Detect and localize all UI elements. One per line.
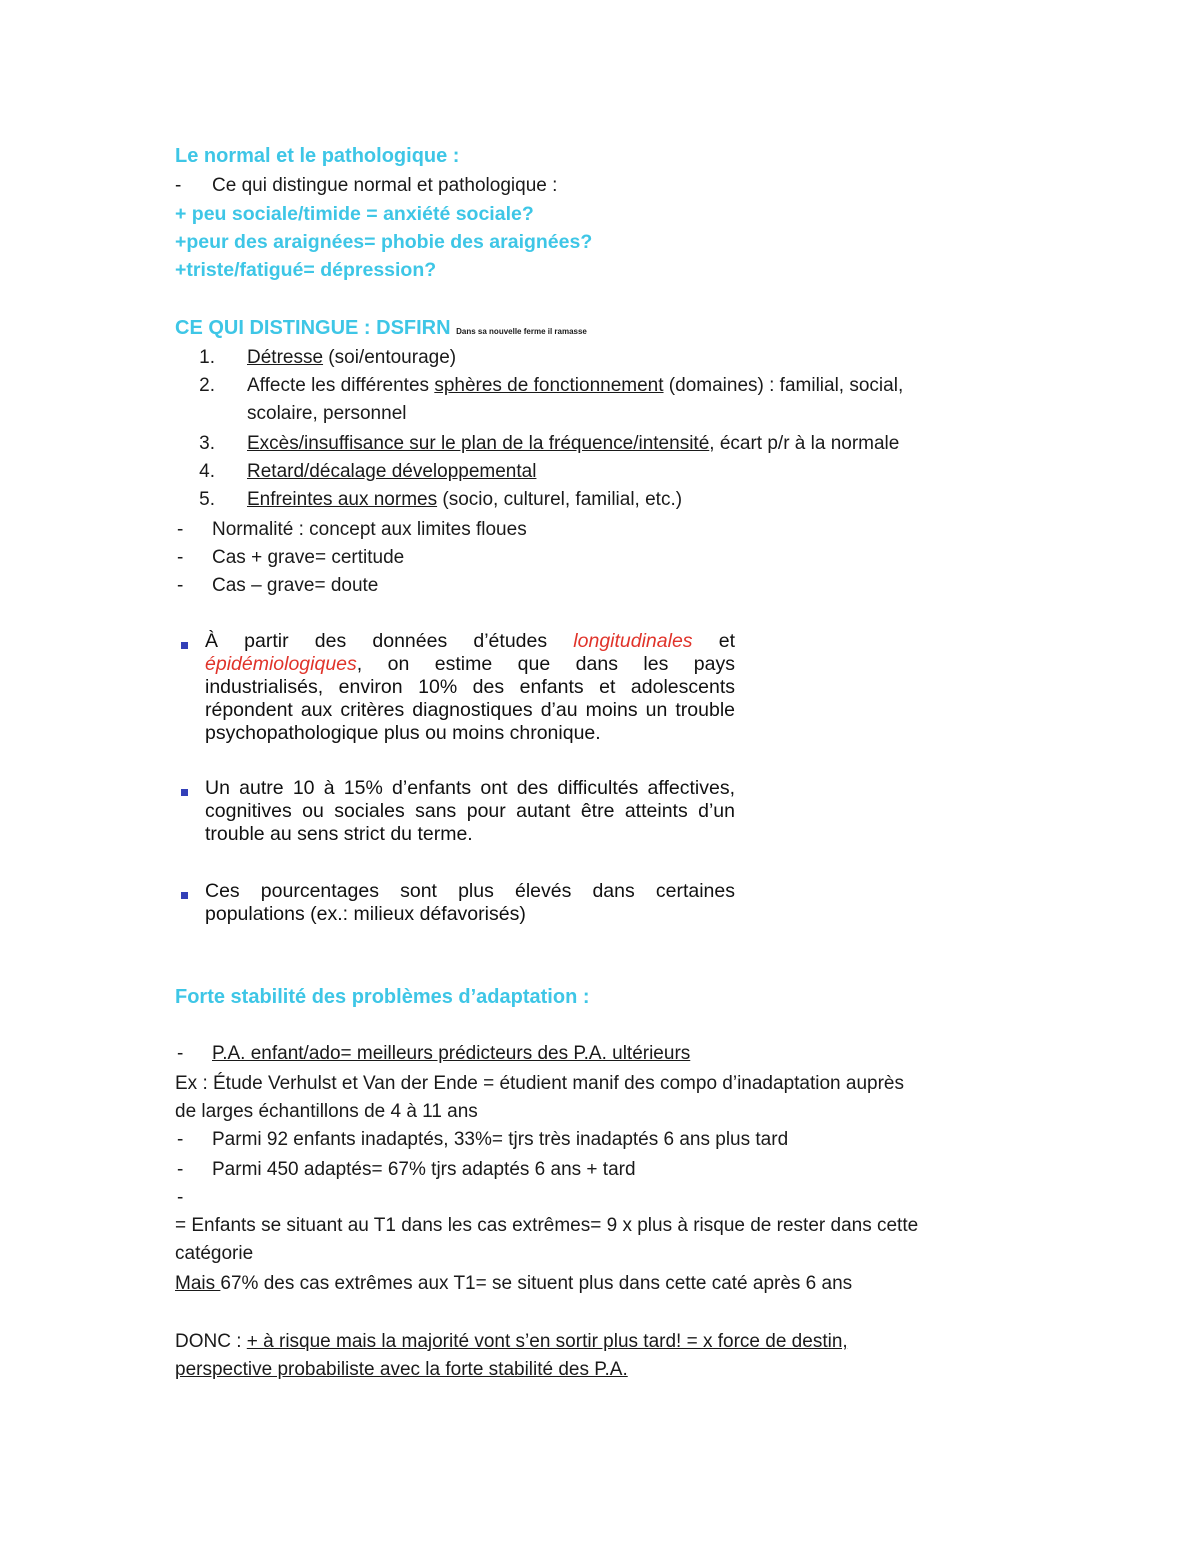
slide-paragraph-2: Un autre 10 à 15% d’enfants ont des difficultés affectives, cognitives ou sociales sans pour autant être atteints d’un trouble au sens strict du terme. [205,777,735,845]
donc-text: + à risque mais la majorité vont s’en sortir plus tard! = x force de destin, [246,1331,848,1352]
donc-line-2: perspective probabiliste avec la forte stabilité des P.A. [175,1359,628,1380]
conclusion-line-2: catégorie [175,1243,254,1264]
conclusion-line-1: = Enfants se situant au T1 dans les cas extrêmes= 9 x plus à risque de rester dans cette [175,1215,919,1236]
criteria-number: 1. [199,347,215,368]
dsfirn-heading-text: CE QUI DISTINGUE : DSFIRN [175,317,451,339]
empty-dash: - [177,1187,184,1208]
section-title-stability: Forte stabilité des problèmes d’adaptation : [175,986,590,1008]
section-title-normal: Le normal et le pathologique : [175,145,460,167]
dash-bullet: - [175,175,182,196]
criteria-key: Retard/décalage développemental [247,461,537,482]
slide-paragraph-1 [205,630,735,745]
criteria-key: Détresse [247,347,324,368]
square-bullet-icon [181,789,188,796]
square-bullet-icon [181,892,188,899]
dash-bullet: - [177,575,184,596]
slide-paragraph-3: Ces pourcentages sont plus élevés dans certaines populations (ex.: milieux défavorisés) [205,880,735,925]
donc-label: DONC : [175,1331,247,1352]
criteria-key: Excès/insuffisance sur le plan de la fréquence/intensité [247,433,710,454]
dash-bullet: - [177,547,184,568]
criteria-number: 5. [199,489,215,510]
criteria-rest: (domaines) : familial, social, [663,375,904,396]
study-line-1: Ex : Étude Verhulst et Van der Ende = étudient manif des compo d’inadaptation auprès [175,1073,904,1094]
distinguish-text: Ce qui distingue normal et pathologique : [212,175,558,196]
donc-line-1 [175,1328,848,1356]
study-item-text: Parmi 450 adaptés= 67% tjrs adaptés 6 ans + tard [212,1159,636,1180]
slide-highlight: longitudinales [573,630,693,652]
criteria-rest: (socio, culturel, familial, etc.) [437,489,683,510]
dash-bullet: - [177,1159,184,1180]
predictor-text: P.A. enfant/ado= meilleurs prédicteurs des P.A. ultérieurs [212,1043,691,1064]
note-text: Cas – grave= doute [212,575,379,596]
note-text: Normalité : concept aux limites floues [212,519,527,540]
but-label: Mais [175,1273,221,1294]
square-bullet-icon [181,642,188,649]
criteria-key: Enfreintes aux normes [247,489,438,510]
slide-text: et [692,630,735,652]
study-item-text: Parmi 92 enfants inadaptés, 33%= tjrs très inadaptés 6 ans plus tard [212,1129,789,1150]
dsfirn-mnemonic: Dans sa nouvelle ferme il ramasse [456,327,587,336]
criteria-key: sphères de fonctionnement [434,375,664,396]
dash-bullet: - [177,1129,184,1150]
dash-bullet: - [177,1043,184,1064]
study-line-2: de larges échantillons de 4 à 11 ans [175,1101,478,1122]
criteria-rest: (soi/entourage) [323,347,457,368]
slide-text: , on estime que dans les pays industrialisés, environ 10% des enfants et adolescents répondent aux critères diagnostiques d’au moins un trouble psychopathologique plus ou moins chronique. [205,653,735,744]
criteria-number: 2. [199,375,215,396]
criteria-number: 4. [199,461,215,482]
criteria-rest: , écart p/r à la normale [709,433,900,454]
example-3: +triste/fatigué= dépression? [175,259,437,281]
example-1: + peu sociale/timide = anxiété sociale? [175,203,534,225]
embedded-slide [175,630,740,930]
example-2: +peur des araignées= phobie des araignées? [175,231,593,253]
dsfirn-heading [175,314,587,346]
slide-highlight: épidémiologiques [205,653,357,675]
but-line [175,1270,852,1298]
criteria-item-2-cont: scolaire, personnel [247,403,407,424]
slide-text: À partir des données d’études [205,630,574,652]
criteria-pre: Affecte les différentes [247,375,435,396]
criteria-number: 3. [199,433,215,454]
note-text: Cas + grave= certitude [212,547,405,568]
but-text: 67% des cas extrêmes aux T1= se situent plus dans cette caté après 6 ans [220,1273,853,1294]
dash-bullet: - [177,519,184,540]
